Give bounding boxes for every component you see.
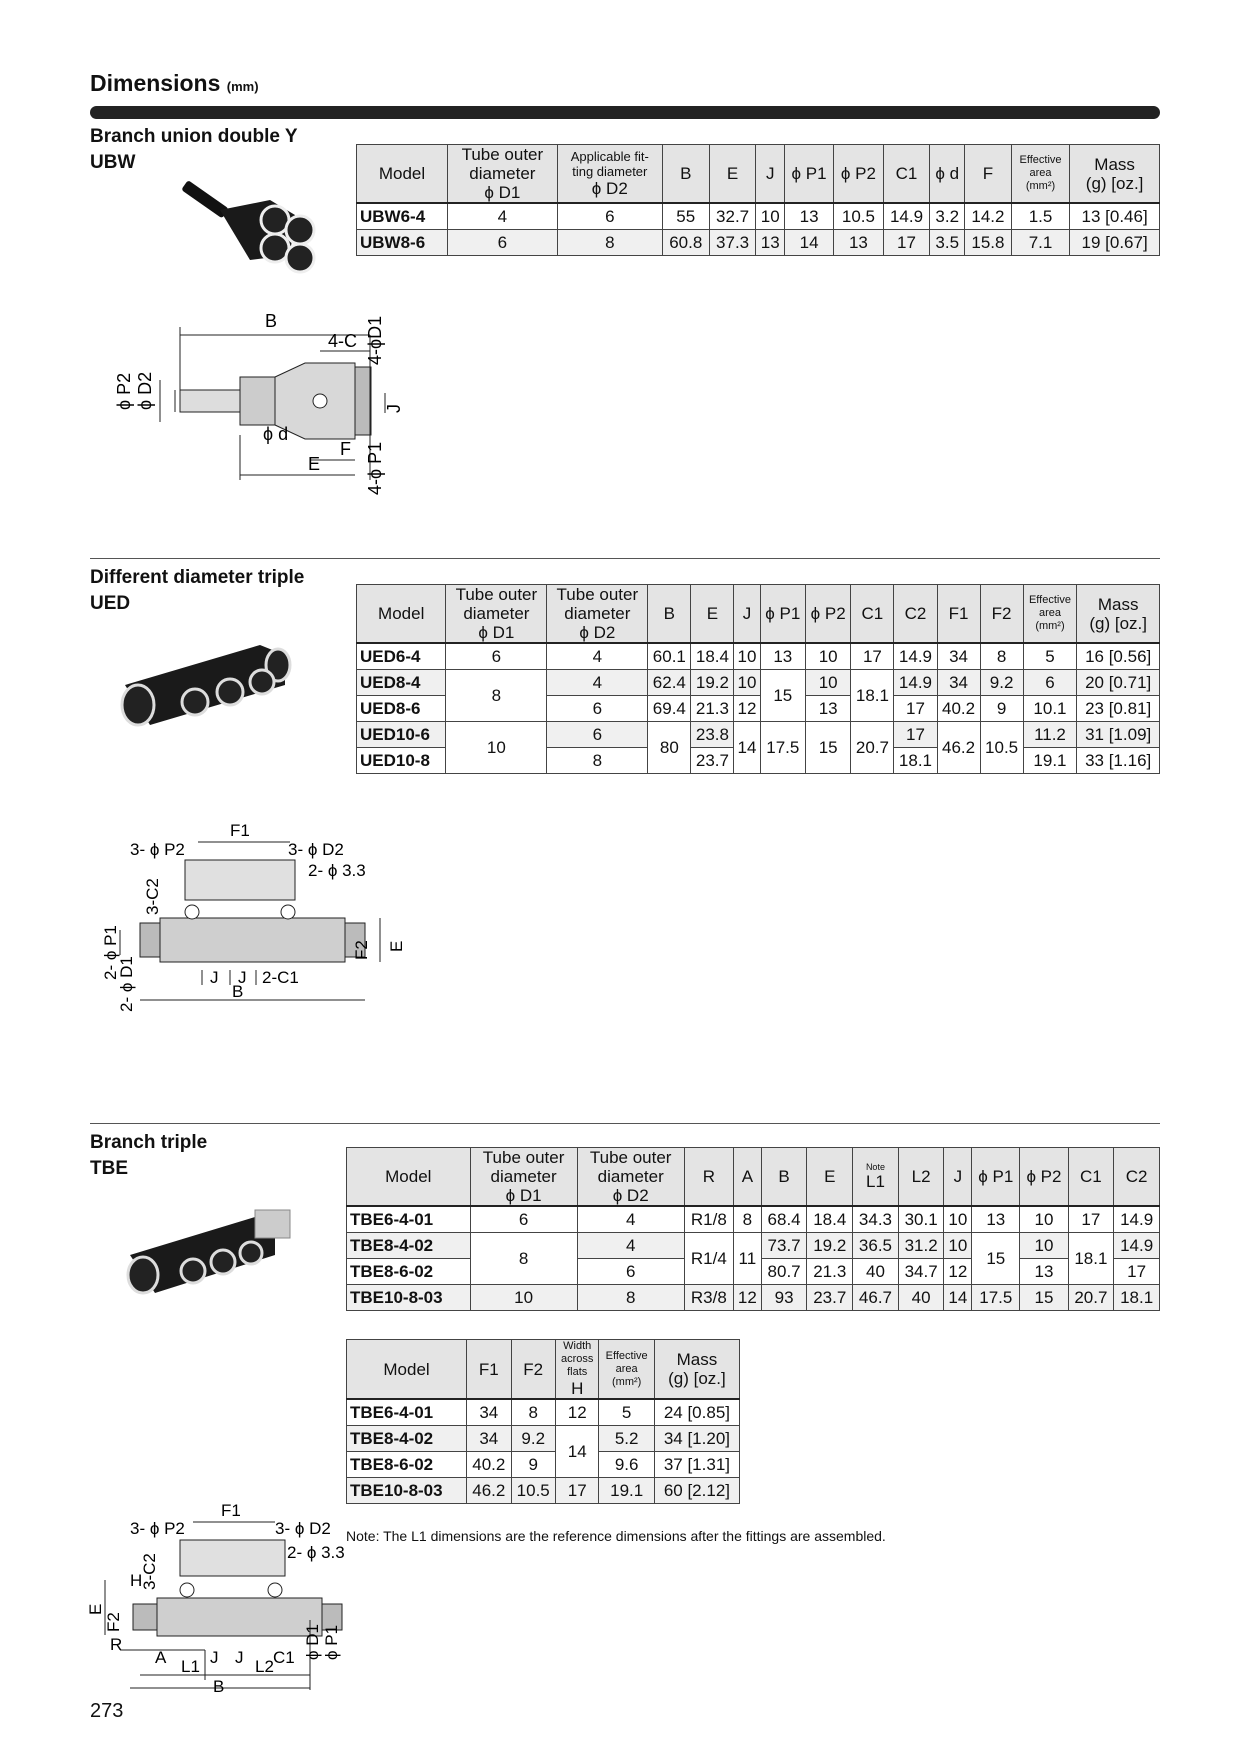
col-p2: ϕ P2 [834,145,883,204]
table-cell: 34 [467,1399,511,1426]
table-header-cell: R [684,1148,733,1207]
dim-p2: ϕ P2 [114,372,134,410]
table-cell: 37 [1.31] [654,1452,739,1478]
table-cell: UED10-8 [357,748,446,774]
table-cell: R3/8 [684,1285,733,1311]
page-title: Dimensions (mm) [90,70,259,96]
table-cell: TBE10-8-03 [347,1285,471,1311]
table-cell: 13 [784,203,833,230]
dim-f: F [340,439,351,459]
table-cell: 19 [0.67] [1070,230,1160,256]
table-row [347,1426,740,1452]
table-row [347,1285,1160,1311]
table-cell: 10.5 [980,722,1023,774]
col-f: F [965,145,1012,204]
dim-h: H [130,1571,143,1590]
table-cell: 14 [555,1426,599,1478]
table-header-cell: C2 [1114,1148,1160,1207]
table-cell: 6 [557,203,662,230]
dim-c2: 3-C2 [140,1553,159,1590]
table-cell: TBE8-4-02 [347,1233,471,1259]
dim-d1: 2- ϕ D1 [117,956,136,1012]
table-cell: 13 [1020,1259,1068,1285]
table-cell: TBE10-8-03 [347,1478,467,1504]
table-cell: 3.2 [930,203,965,230]
table-cell: 10 [1020,1233,1068,1259]
table-cell: 6 [446,643,547,670]
dim-c1: 2-C1 [262,968,299,987]
table-header-cell: E [807,1148,853,1207]
table-cell: 13 [834,230,883,256]
table-cell: 34 [937,670,980,696]
dim-a: A [155,1648,167,1667]
table-cell: 34 [1.20] [654,1426,739,1452]
table-cell: 9 [980,696,1023,722]
table-header-cell: Model [347,1148,471,1207]
dim-hole: 2- ϕ 3.3 [308,861,366,880]
dim-e: E [387,940,406,952]
tbe-table-2 [346,1339,740,1504]
table-cell: 46.7 [853,1285,899,1311]
dim-r: R [110,1635,123,1654]
dim-c2: 3-C2 [143,878,162,915]
table-cell: 8 [446,670,547,722]
table-header-cell: C1 [851,585,894,644]
dim-f1: F1 [230,821,250,840]
dim-c: 4-C [328,331,358,351]
table-cell: 31 [1.09] [1077,722,1160,748]
table-cell: 24 [0.85] [654,1399,739,1426]
table-cell: 14 [944,1285,972,1311]
table-cell: 5 [599,1399,654,1426]
table-cell: 34 [937,643,980,670]
ued-table [356,584,1160,774]
table-cell: 10 [805,643,850,670]
table-cell: 20.7 [851,722,894,774]
table-cell: 14.9 [883,203,930,230]
table-cell: 14.9 [894,670,937,696]
table-cell: 18.1 [1114,1285,1160,1311]
table-cell: 17 [883,230,930,256]
table-cell: 10 [446,722,547,774]
table-cell: 17.5 [760,722,805,774]
unit-label: (mm) [226,79,259,94]
table-cell: 34.3 [853,1206,899,1233]
table-cell: UED8-6 [357,696,446,722]
col-area: Effective area (mm²) [1011,145,1069,204]
table-cell: R1/4 [684,1233,733,1285]
table-cell: 14.9 [1114,1206,1160,1233]
table-cell: 17 [894,696,937,722]
table-cell: 15 [1020,1285,1068,1311]
table-cell: TBE8-4-02 [347,1426,467,1452]
dim-b: B [213,1677,225,1696]
col-model: Model [357,145,448,204]
table-cell: 9.6 [599,1452,654,1478]
table-cell: 18.4 [807,1206,853,1233]
dim-d2: ϕ D2 [135,371,155,410]
table-cell: 20.7 [1068,1285,1114,1311]
table-cell: 60.8 [662,230,709,256]
table-header-cell: ϕ P1 [972,1148,1020,1207]
table-cell: 31.2 [898,1233,944,1259]
dim-d2: 3- ϕ D2 [288,840,344,859]
dim-p2: 3- ϕ P2 [130,1519,185,1538]
table-cell: UED6-4 [357,643,446,670]
table-header-cell: Effective area (mm²) [599,1340,654,1400]
table-cell: 14.9 [1114,1233,1160,1259]
ubw-table [356,144,1160,256]
dim-p1: ϕ P1 [322,1624,341,1660]
table-header-cell: E [691,585,734,644]
dim-d1: ϕ D1 [303,1624,322,1660]
table-cell: 13 [805,696,850,722]
table-cell: 21.3 [691,696,734,722]
table-cell: 23.8 [691,722,734,748]
col-e: E [709,145,756,204]
table-header-cell: C1 [1068,1148,1114,1207]
table-row [357,643,1160,670]
dim-p1: 2- ϕ P1 [101,925,120,980]
table-cell: 8 [547,748,648,774]
table-cell: 9.2 [980,670,1023,696]
table-cell: TBE6-4-01 [347,1206,471,1233]
table-cell: 15 [805,722,850,774]
table-cell: 23 [0.81] [1077,696,1160,722]
table-row [357,670,1160,696]
table-cell: 6 [448,230,558,256]
table-cell: 8 [980,643,1023,670]
table-header-cell: Model [347,1340,467,1400]
table-cell: 6 [547,696,648,722]
section-divider [90,558,1160,559]
dim-c1: C1 [273,1648,295,1667]
col-d1: Tube outer diameter ϕ D1 [448,145,558,204]
section-divider [90,1123,1160,1124]
table-cell: 10 [470,1285,577,1311]
tbe-product-image [115,1195,305,1305]
ued-product-image [110,630,300,740]
table-cell: 20 [0.71] [1077,670,1160,696]
dim-p2: 3- ϕ P2 [130,840,185,859]
table-row [357,722,1160,748]
ued-section-title: Different diameter triple UED [90,567,305,614]
table-cell: 13 [0.46] [1070,203,1160,230]
table-cell: 12 [555,1399,599,1426]
table-cell: 7.1 [1011,230,1069,256]
dim-j: J [384,404,404,413]
table-header-cell: Tube outer diameter ϕ D1 [446,585,547,644]
table-cell: 69.4 [648,696,691,722]
table-cell: 8 [511,1399,555,1426]
ubw-dimension-drawing [115,305,415,505]
dim-j1: J [210,968,219,987]
table-cell: 3.5 [930,230,965,256]
table-cell: 10 [734,670,760,696]
table-header-cell: F2 [511,1340,555,1400]
table-header-cell: Model [357,585,446,644]
ubw-product-image [180,160,340,290]
table-cell: 19.1 [599,1478,654,1504]
table-header-cell: Width across flats H [555,1340,599,1400]
table-cell: 10 [944,1233,972,1259]
table-header-cell: Tube outer diameter ϕ D2 [577,1148,684,1207]
dim-d: ϕ d [263,424,289,444]
dim-d2: 3- ϕ D2 [275,1519,331,1538]
dim-f1: F1 [221,1501,241,1520]
table-cell: 60.1 [648,643,691,670]
table-cell: 9 [511,1452,555,1478]
tbe-table [346,1147,1160,1311]
table-cell: 33 [1.16] [1077,748,1160,774]
table-cell: R1/8 [684,1206,733,1233]
table-cell: 6 [1023,670,1077,696]
dim-b: B [232,982,244,1001]
table-cell: 46.2 [937,722,980,774]
table-cell: UED10-6 [357,722,446,748]
table-cell: 10 [1020,1206,1068,1233]
dim-f2: F2 [104,1612,123,1632]
table-header-cell: C2 [894,585,937,644]
tbe-section-title: Branch triple TBE [90,1132,208,1179]
table-cell: 17 [1114,1259,1160,1285]
table-cell: 10 [734,643,760,670]
table-row [357,203,1160,230]
table-header-cell: A [733,1148,761,1207]
table-row [357,230,1160,256]
table-cell: 37.3 [709,230,756,256]
table-cell: 18.1 [894,748,937,774]
dim-b: B [265,311,278,331]
table-header-cell: Tube outer diameter ϕ D2 [547,585,648,644]
table-cell: 18.1 [1068,1233,1114,1285]
table-cell: 19.2 [691,670,734,696]
table-cell: 16 [0.56] [1077,643,1160,670]
table-cell: 73.7 [761,1233,807,1259]
dim-l2: L2 [255,1657,274,1676]
table-cell: 13 [756,230,784,256]
table-cell: 19.2 [807,1233,853,1259]
table-cell: 11.2 [1023,722,1077,748]
table-header-cell: Effective area (mm²) [1023,585,1077,644]
table-cell: 15 [760,670,805,722]
col-c1: C1 [883,145,930,204]
dim-f2: F2 [352,940,371,960]
table-cell: 17.5 [972,1285,1020,1311]
table-cell: 6 [470,1206,577,1233]
table-cell: 23.7 [691,748,734,774]
col-j: J [756,145,784,204]
table-cell: 40.2 [467,1452,511,1478]
table-cell: 14.2 [965,203,1012,230]
col-p1: ϕ P1 [784,145,833,204]
table-cell: 21.3 [807,1259,853,1285]
table-cell: 17 [555,1478,599,1504]
dim-d1: 4-ϕD1 [365,315,385,365]
table-cell: 32.7 [709,203,756,230]
col-b: B [662,145,709,204]
table-cell: 11 [733,1233,761,1285]
table-cell: 55 [662,203,709,230]
dim-l1: L1 [181,1657,200,1676]
table-cell: 8 [557,230,662,256]
title-bar [90,106,1160,119]
table-cell: 10 [805,670,850,696]
table-cell: 10.5 [511,1478,555,1504]
table-cell: 5 [1023,643,1077,670]
table-cell: 40 [853,1259,899,1285]
table-header-cell: B [648,585,691,644]
col-d2: Applicable fit- ting diameter ϕ D2 [557,145,662,204]
table-cell: 12 [733,1285,761,1311]
ubw-section-title: Branch union double Y UBW [90,126,298,173]
page-number: 273 [90,1700,124,1722]
table-cell: 19.1 [1023,748,1077,774]
table-header-cell: ϕ P2 [805,585,850,644]
table-cell: 80.7 [761,1259,807,1285]
table-cell: 80 [648,722,691,774]
dim-hole: 2- ϕ 3.3 [287,1543,345,1562]
table-cell: 13 [760,643,805,670]
table-row [347,1206,1160,1233]
table-cell: 10.1 [1023,696,1077,722]
table-cell: 34.7 [898,1259,944,1285]
table-cell: 13 [972,1206,1020,1233]
table-cell: 17 [851,643,894,670]
dim-j1: J [210,1648,219,1667]
table-cell: 4 [577,1233,684,1259]
table-cell: 40.2 [937,696,980,722]
table-cell: 8 [470,1233,577,1285]
table-cell: 10 [756,203,784,230]
table-header-cell: Note L1 [853,1148,899,1207]
table-cell: 36.5 [853,1233,899,1259]
col-d: ϕ d [930,145,965,204]
table-header-cell: L2 [898,1148,944,1207]
table-cell: 4 [547,643,648,670]
table-header-cell: Mass (g) [oz.] [1077,585,1160,644]
table-header-cell: F2 [980,585,1023,644]
table-header-cell: Tube outer diameter ϕ D1 [470,1148,577,1207]
dim-p1: 4-ϕ P1 [365,441,385,495]
tbe-dimension-drawing [85,1500,385,1695]
table-cell: 5.2 [599,1426,654,1452]
table-cell: 8 [577,1285,684,1311]
table-cell: 14 [784,230,833,256]
table-cell: UBW6-4 [357,203,448,230]
table-cell: 8 [733,1206,761,1233]
table-cell: 6 [577,1259,684,1285]
table-cell: 12 [734,696,760,722]
dim-e: E [86,1603,105,1615]
table-cell: 9.2 [511,1426,555,1452]
table-row [347,1478,740,1504]
table-cell: TBE8-6-02 [347,1452,467,1478]
table-cell: 6 [547,722,648,748]
table-cell: UED8-4 [357,670,446,696]
col-mass: Mass (g) [oz.] [1070,145,1160,204]
table-cell: 60 [2.12] [654,1478,739,1504]
table-cell: 4 [448,203,558,230]
table-header-cell: F1 [937,585,980,644]
table-cell: 30.1 [898,1206,944,1233]
table-row [347,1452,740,1478]
table-cell: 93 [761,1285,807,1311]
table-cell: 62.4 [648,670,691,696]
table-cell: 14 [734,722,760,774]
table-cell: UBW8-6 [357,230,448,256]
table-header-cell: J [734,585,760,644]
table-cell: 18.1 [851,670,894,722]
table-cell: 18.4 [691,643,734,670]
table-cell: 4 [547,670,648,696]
table-cell: TBE8-6-02 [347,1259,471,1285]
table-cell: 17 [1068,1206,1114,1233]
table-cell: 12 [944,1259,972,1285]
table-cell: 1.5 [1011,203,1069,230]
table-cell: 23.7 [807,1285,853,1311]
table-cell: 4 [577,1206,684,1233]
table-cell: TBE6-4-01 [347,1399,467,1426]
table-header-cell: Mass (g) [oz.] [654,1340,739,1400]
table-cell: 10 [944,1206,972,1233]
table-cell: 40 [898,1285,944,1311]
dim-j2: J [238,968,247,987]
table-cell: 46.2 [467,1478,511,1504]
table-header-cell: ϕ P2 [1020,1148,1068,1207]
dim-e: E [308,454,321,474]
table-cell: 34 [467,1426,511,1452]
table-header-cell: B [761,1148,807,1207]
table-cell: 68.4 [761,1206,807,1233]
table-cell: 17 [894,722,937,748]
table-cell: 15 [972,1233,1020,1285]
table-cell: 10.5 [834,203,883,230]
table-row [347,1233,1160,1259]
footnote: Note: The L1 dimensions are the reference dimensions after the fittings are assembled. [346,1528,886,1544]
dim-j2: J [235,1648,244,1667]
table-row [347,1399,740,1426]
ued-dimension-drawing [101,820,410,1020]
table-cell: 15.8 [965,230,1012,256]
table-header-cell: F1 [467,1340,511,1400]
table-header-cell: J [944,1148,972,1207]
table-cell: 14.9 [894,643,937,670]
table-header-cell: ϕ P1 [760,585,805,644]
